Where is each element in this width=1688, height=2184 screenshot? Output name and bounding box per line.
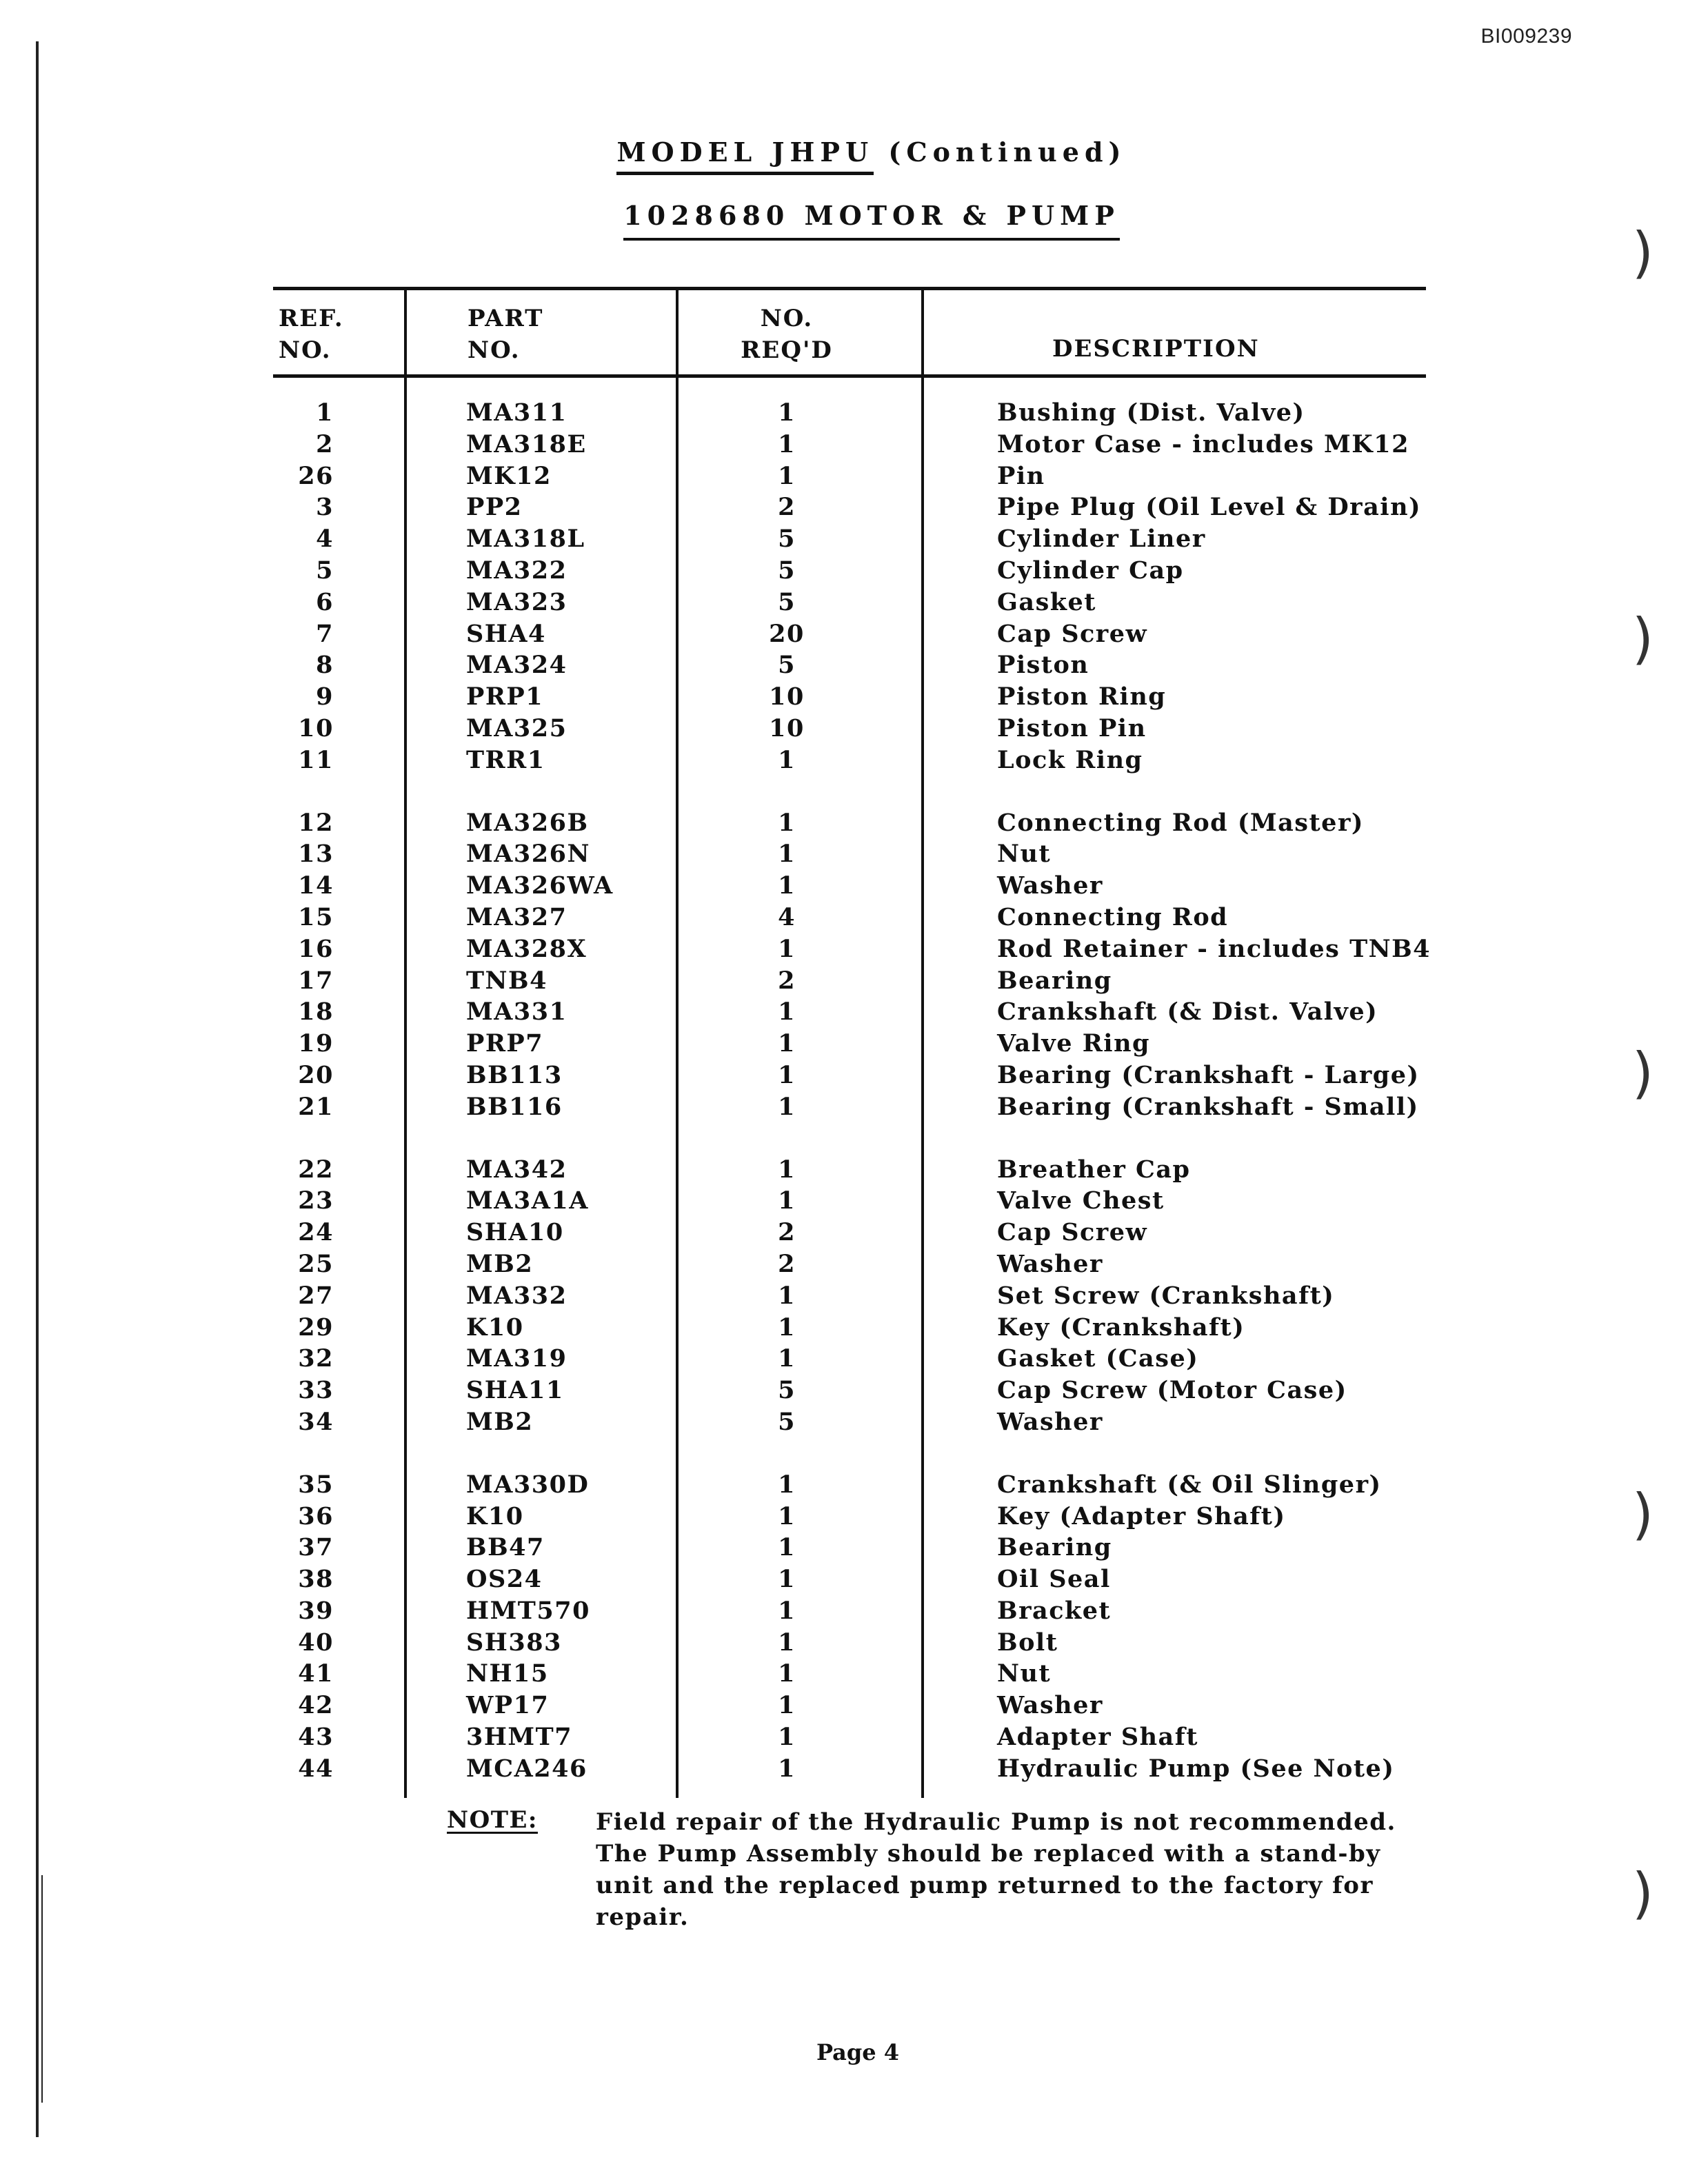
- part-number-cell: MA326B: [466, 808, 589, 837]
- part-number-cell: MB2: [466, 1249, 534, 1278]
- description-cell: Washer: [997, 871, 1103, 900]
- ref-cell: 34: [298, 1407, 334, 1436]
- ref-cell: 29: [298, 1313, 334, 1342]
- part-number-cell: BB113: [466, 1060, 563, 1089]
- part-number-cell: NH15: [466, 1659, 549, 1688]
- table-row: [273, 1153, 1426, 1184]
- quantity-cell: 1: [778, 1723, 796, 1752]
- part-number-cell: MA332: [466, 1281, 567, 1310]
- description-cell: Bolt: [997, 1628, 1058, 1657]
- table-row: [273, 1373, 1426, 1405]
- part-number-cell: MA324: [466, 651, 567, 680]
- ref-cell: 35: [298, 1470, 334, 1499]
- part-number-cell: K10: [466, 1313, 524, 1342]
- part-number-cell: HMT570: [466, 1596, 590, 1625]
- part-number-cell: BB47: [466, 1533, 545, 1562]
- ref-cell: 13: [298, 840, 334, 869]
- description-cell: Key (Adapter Shaft): [997, 1502, 1286, 1530]
- quantity-cell: 1: [778, 398, 796, 427]
- description-cell: Nut: [997, 1659, 1052, 1688]
- table-row: [273, 1657, 1426, 1688]
- description-cell: Nut: [997, 840, 1052, 869]
- table-row: [273, 1279, 1426, 1311]
- quantity-cell: 1: [778, 871, 796, 900]
- table-row: [273, 1184, 1426, 1215]
- ref-cell: 38: [298, 1565, 334, 1594]
- table-row: [273, 585, 1426, 617]
- continued-label: (Continued): [888, 136, 1127, 168]
- header-part-line2: NO.: [468, 336, 521, 364]
- description-cell: Cylinder Liner: [997, 525, 1206, 554]
- quantity-cell: 20: [769, 619, 805, 648]
- header-part: [468, 303, 543, 366]
- quantity-cell: 10: [769, 682, 805, 711]
- table-row: [273, 1688, 1426, 1720]
- header-req-line1: NO.: [760, 305, 814, 332]
- part-number-cell: MA3A1A: [466, 1186, 589, 1215]
- header-ref-line2: NO.: [279, 336, 332, 364]
- ref-cell: 16: [298, 934, 334, 963]
- ref-cell: 27: [298, 1281, 334, 1310]
- ref-cell: 21: [298, 1092, 334, 1121]
- assembly-name: 1028680 MOTOR & PUMP: [623, 200, 1120, 241]
- ref-cell: 24: [298, 1218, 334, 1247]
- part-number-cell: MCA246: [466, 1754, 587, 1783]
- ref-cell: 43: [298, 1723, 334, 1752]
- table-row: [273, 648, 1426, 680]
- description-cell: Bracket: [997, 1596, 1112, 1625]
- left-margin-rule-secondary: [41, 1875, 43, 2103]
- quantity-cell: 1: [778, 1186, 796, 1215]
- page-number: Page 4: [816, 2039, 900, 2065]
- ref-cell: 19: [298, 1029, 334, 1058]
- description-cell: Cap Screw: [997, 1218, 1148, 1247]
- quantity-cell: 5: [778, 1376, 796, 1405]
- ref-cell: 26: [298, 461, 334, 490]
- ref-cell: 33: [298, 1376, 334, 1405]
- header-ref: [279, 303, 344, 366]
- quantity-cell: 1: [778, 1596, 796, 1625]
- note-line: Field repair of the Hydraulic Pump is not recommended.: [596, 1808, 1396, 1836]
- margin-mark: ): [1631, 1041, 1654, 1105]
- description-cell: Breather Cap: [997, 1155, 1191, 1184]
- part-number-cell: MK12: [466, 461, 552, 490]
- part-number-cell: MA326N: [466, 840, 590, 869]
- table-row: [273, 869, 1426, 900]
- column-divider: [921, 290, 924, 374]
- header-req: [735, 303, 838, 366]
- description-cell: Piston: [997, 651, 1089, 680]
- description-cell: Cap Screw (Motor Case): [997, 1376, 1347, 1405]
- description-cell: Oil Seal: [997, 1565, 1111, 1594]
- description-cell: Gasket (Case): [997, 1344, 1199, 1373]
- quantity-cell: 5: [778, 525, 796, 554]
- ref-cell: 22: [298, 1155, 334, 1184]
- ref-cell: 8: [316, 651, 334, 680]
- table-row: [273, 1405, 1426, 1437]
- table-row: [273, 1090, 1426, 1122]
- description-cell: Crankshaft (& Oil Slinger): [997, 1470, 1382, 1499]
- quantity-cell: 10: [769, 714, 805, 742]
- part-number-cell: BB116: [466, 1092, 563, 1121]
- part-number-cell: MA327: [466, 902, 567, 931]
- ref-cell: 12: [298, 808, 334, 837]
- header-req-line2: REQ'D: [741, 336, 833, 364]
- quantity-cell: 5: [778, 587, 796, 616]
- ref-cell: 20: [298, 1060, 334, 1089]
- table-row: [273, 1594, 1426, 1626]
- table-row: [273, 806, 1426, 838]
- description-cell: Connecting Rod: [997, 902, 1229, 931]
- part-number-cell: K10: [466, 1502, 524, 1530]
- table-row: [273, 932, 1431, 964]
- quantity-cell: 1: [778, 1155, 796, 1184]
- column-divider: [676, 290, 679, 374]
- part-number-cell: MA331: [466, 998, 567, 1027]
- table-row: [273, 1626, 1426, 1657]
- ref-cell: 40: [298, 1628, 334, 1657]
- description-cell: Valve Ring: [997, 1029, 1151, 1058]
- part-number-cell: MA330D: [466, 1470, 590, 1499]
- quantity-cell: 1: [778, 1691, 796, 1720]
- description-cell: Rod Retainer - includes TNB4: [997, 934, 1431, 963]
- note-line: The Pump Assembly should be replaced with a stand-by: [596, 1840, 1381, 1868]
- table-row: [273, 1530, 1426, 1562]
- quantity-cell: 2: [778, 966, 796, 995]
- margin-mark: ): [1631, 1482, 1654, 1546]
- parts-table: [273, 287, 1431, 1783]
- table-row: [273, 900, 1426, 932]
- description-cell: Key (Crankshaft): [997, 1313, 1245, 1342]
- description-cell: Set Screw (Crankshaft): [997, 1281, 1335, 1310]
- part-number-cell: OS24: [466, 1565, 543, 1594]
- quantity-cell: 1: [778, 1281, 796, 1310]
- description-cell: Crankshaft (& Dist. Valve): [997, 998, 1378, 1027]
- table-row: [273, 396, 1426, 427]
- assembly-title: [0, 200, 1688, 231]
- quantity-cell: 1: [778, 1565, 796, 1594]
- table-row: [273, 459, 1426, 491]
- ref-cell: 5: [316, 556, 334, 585]
- part-number-cell: MA322: [466, 556, 567, 585]
- quantity-cell: 1: [778, 998, 796, 1027]
- quantity-cell: 2: [778, 1249, 796, 1278]
- description-cell: Pipe Plug (Oil Level & Drain): [997, 493, 1422, 522]
- quantity-cell: 1: [778, 1344, 796, 1373]
- description-cell: Pin: [997, 461, 1045, 490]
- quantity-cell: 1: [778, 1470, 796, 1499]
- description-cell: Cap Screw: [997, 619, 1148, 648]
- model-name: MODEL JHPU: [616, 136, 874, 175]
- quantity-cell: 5: [778, 651, 796, 680]
- description-cell: Gasket: [997, 587, 1096, 616]
- table-row: [273, 1058, 1426, 1090]
- table-row: [273, 554, 1426, 585]
- header-part-line1: PART: [468, 305, 544, 332]
- part-number-cell: MA318E: [466, 429, 587, 458]
- ref-cell: 2: [316, 429, 334, 458]
- ref-cell: 42: [298, 1691, 334, 1720]
- quantity-cell: 1: [778, 1029, 796, 1058]
- table-row: [273, 680, 1426, 711]
- table-row: [273, 964, 1426, 995]
- ref-cell: 3: [316, 493, 334, 522]
- description-cell: Washer: [997, 1249, 1103, 1278]
- quantity-cell: 1: [778, 429, 796, 458]
- description-cell: Washer: [997, 1691, 1103, 1720]
- margin-mark: ): [1631, 607, 1654, 671]
- table-row: [273, 1752, 1426, 1783]
- quantity-cell: 2: [778, 1218, 796, 1247]
- header-ref-line1: REF.: [279, 305, 344, 332]
- quantity-cell: 1: [778, 1313, 796, 1342]
- part-number-cell: PRP7: [466, 1029, 544, 1058]
- table-row: [273, 1311, 1426, 1342]
- quantity-cell: 1: [778, 1754, 796, 1783]
- description-cell: Bushing (Dist. Valve): [997, 398, 1305, 427]
- description-cell: Piston Pin: [997, 714, 1147, 742]
- part-number-cell: TNB4: [466, 966, 547, 995]
- part-number-cell: MA323: [466, 587, 567, 616]
- ref-cell: 32: [298, 1344, 334, 1373]
- description-cell: Valve Chest: [997, 1186, 1165, 1215]
- description-cell: Bearing (Crankshaft - Large): [997, 1060, 1420, 1089]
- header-description: DESCRIPTION: [1052, 335, 1260, 363]
- quantity-cell: 4: [778, 902, 796, 931]
- part-number-cell: MA311: [466, 398, 567, 427]
- quantity-cell: 1: [778, 840, 796, 869]
- ref-cell: 44: [298, 1754, 334, 1783]
- quantity-cell: 1: [778, 745, 796, 774]
- part-number-cell: MB2: [466, 1407, 534, 1436]
- ref-cell: 1: [316, 398, 334, 427]
- ref-cell: 18: [298, 998, 334, 1027]
- quantity-cell: 1: [778, 934, 796, 963]
- table-row: [273, 1342, 1426, 1373]
- quantity-cell: 5: [778, 1407, 796, 1436]
- description-cell: Lock Ring: [997, 745, 1143, 774]
- description-cell: Bearing (Crankshaft - Small): [997, 1092, 1419, 1121]
- description-cell: Adapter Shaft: [997, 1723, 1198, 1752]
- description-cell: Motor Case - includes MK12: [997, 429, 1409, 458]
- description-cell: Bearing: [997, 1533, 1112, 1562]
- column-divider: [404, 290, 407, 374]
- note-line: repair.: [596, 1903, 690, 1931]
- description-cell: Washer: [997, 1407, 1103, 1436]
- table-row: [273, 427, 1426, 459]
- table-row: [273, 1468, 1426, 1499]
- ref-cell: 14: [298, 871, 334, 900]
- description-cell: Piston Ring: [997, 682, 1167, 711]
- quantity-cell: 1: [778, 1628, 796, 1657]
- document-id: BI009239: [1480, 25, 1572, 48]
- ref-cell: 9: [316, 682, 334, 711]
- quantity-cell: 1: [778, 461, 796, 490]
- ref-cell: 17: [298, 966, 334, 995]
- part-number-cell: 3HMT7: [466, 1723, 573, 1752]
- table-body: [273, 378, 1431, 1783]
- ref-cell: 15: [298, 902, 334, 931]
- table-row: [273, 711, 1426, 743]
- part-number-cell: TRR1: [466, 745, 545, 774]
- note-text: [596, 1806, 1396, 1933]
- ref-cell: 23: [298, 1186, 334, 1215]
- part-number-cell: MA328X: [466, 934, 587, 963]
- left-margin-rule: [36, 41, 39, 2137]
- ref-cell: 39: [298, 1596, 334, 1625]
- margin-mark: ): [1631, 1861, 1654, 1925]
- ref-cell: 4: [316, 525, 334, 554]
- part-number-cell: SHA4: [466, 619, 546, 648]
- part-number-cell: SHA10: [466, 1218, 564, 1247]
- ref-cell: 41: [298, 1659, 334, 1688]
- ref-cell: 7: [316, 619, 334, 648]
- ref-cell: 6: [316, 587, 334, 616]
- ref-cell: 11: [298, 745, 334, 774]
- ref-cell: 10: [298, 714, 334, 742]
- quantity-cell: 5: [778, 556, 796, 585]
- part-number-cell: MA325: [466, 714, 567, 742]
- quantity-cell: 1: [778, 1060, 796, 1089]
- quantity-cell: 1: [778, 1533, 796, 1562]
- model-title: [0, 136, 1688, 168]
- margin-mark: ): [1631, 221, 1654, 285]
- quantity-cell: 1: [778, 1659, 796, 1688]
- table-row: [273, 995, 1426, 1027]
- quantity-cell: 1: [778, 808, 796, 837]
- part-number-cell: SHA11: [466, 1376, 564, 1405]
- table-row: [273, 743, 1426, 775]
- part-number-cell: MA318L: [466, 525, 585, 554]
- table-row: [273, 1499, 1426, 1531]
- part-number-cell: WP17: [466, 1691, 550, 1720]
- part-number-cell: MA342: [466, 1155, 567, 1184]
- table-row: [273, 1027, 1426, 1058]
- description-cell: Hydraulic Pump (See Note): [997, 1754, 1395, 1783]
- note-line: unit and the replaced pump returned to the factory for: [596, 1872, 1374, 1899]
- ref-cell: 36: [298, 1502, 334, 1530]
- description-cell: Bearing: [997, 966, 1112, 995]
- table-row: [273, 617, 1426, 649]
- quantity-cell: 1: [778, 1092, 796, 1121]
- part-number-cell: MA326WA: [466, 871, 614, 900]
- note-label: NOTE:: [447, 1806, 538, 1834]
- table-row: [273, 1720, 1426, 1752]
- ref-cell: 25: [298, 1249, 334, 1278]
- table-header: [273, 290, 1426, 374]
- ref-cell: 37: [298, 1533, 334, 1562]
- part-number-cell: PRP1: [466, 682, 544, 711]
- part-number-cell: SH383: [466, 1628, 562, 1657]
- table-row: [273, 522, 1426, 554]
- quantity-cell: 2: [778, 493, 796, 522]
- table-row: [273, 837, 1426, 869]
- table-row: [273, 1562, 1426, 1594]
- table-row: [273, 1247, 1426, 1279]
- table-row: [273, 1215, 1426, 1247]
- part-number-cell: MA319: [466, 1344, 567, 1373]
- part-number-cell: PP2: [466, 493, 523, 522]
- description-cell: Connecting Rod (Master): [997, 808, 1364, 837]
- quantity-cell: 1: [778, 1502, 796, 1530]
- table-row: [273, 490, 1426, 522]
- description-cell: Cylinder Cap: [997, 556, 1184, 585]
